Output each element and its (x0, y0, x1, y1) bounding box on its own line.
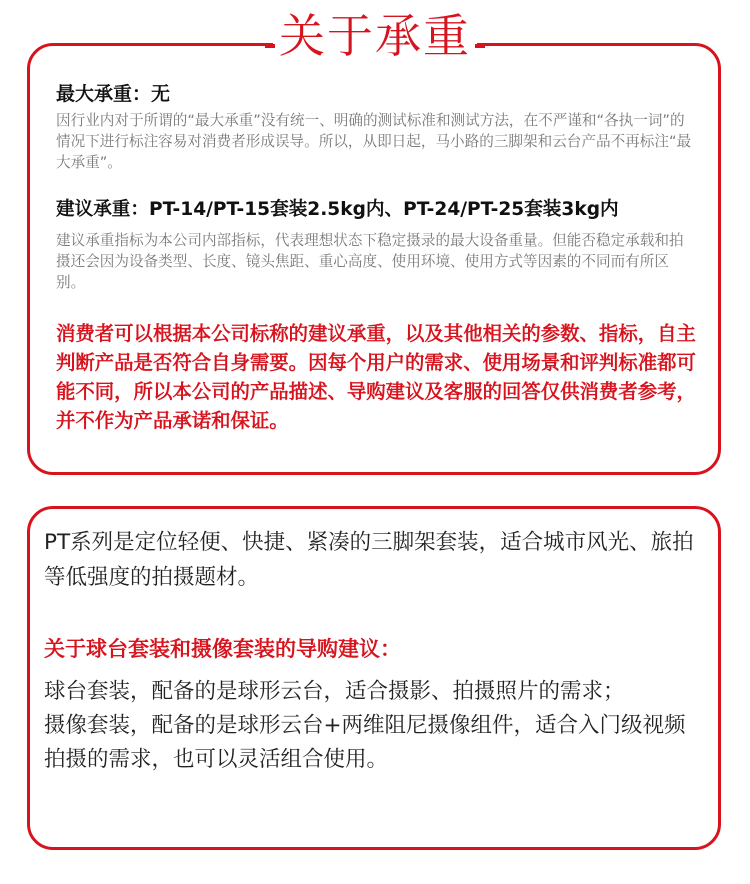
recommended-load-heading: 建议承重：PT-14/PT-15套装2.5kg内、PT-24/PT-25套装3kg内 (56, 199, 619, 220)
page-title: 关于承重 (273, 6, 477, 66)
series-info-panel (27, 506, 721, 850)
ball-head-kit-text: 球台套装，配备的是球形云台，适合摄影、拍摄照片的需求； (44, 679, 625, 704)
recommended-load-description: 建议承重指标为本公司内部指标，代表理想状态下稳定摄录的最大设备重量。但能否稳定承载和拍摄还会因为设备类型、长度、镜头焦距、重心高度、使用环境、使用方式等因素的不同而有所区别。 (56, 232, 684, 291)
max-load-heading: 最大承重：无 (56, 83, 171, 105)
guide-heading: 关于球台套装和摄像套装的导购建议： (44, 637, 401, 661)
guide-body (44, 675, 704, 777)
load-info-panel (27, 43, 721, 475)
video-kit-text: 摄像套装，配备的是球形云台+两维阻尼摄像组件，适合入门级视频拍摄的需求，也可以灵活组合使用。 (44, 713, 686, 772)
page-title-wrap (0, 6, 750, 66)
max-load-description: 因行业内对于所谓的“最大承重”没有统一、明确的测试标准和测试方法，在不严谨和“各执一词”的情况下进行标注容易对消费者形成误导。所以，从即日起，马小路的三脚架和云台产品不再标注“最大承重”。 (56, 112, 692, 171)
series-description: PT系列是定位轻便、快捷、紧凑的三脚架套装，适合城市风光、旅拍等低强度的拍摄题材。 (44, 530, 694, 590)
consumer-notice: 消费者可以根据本公司标称的建议承重，以及其他相关的参数、指标，自主判断产品是否符合自身需要。因每个用户的需求、使用场景和评判标准都可能不同，所以本公司的产品描述、导购建议及客服的回答仅供消费者参考，并不作为产品承诺和保证。 (56, 322, 696, 432)
